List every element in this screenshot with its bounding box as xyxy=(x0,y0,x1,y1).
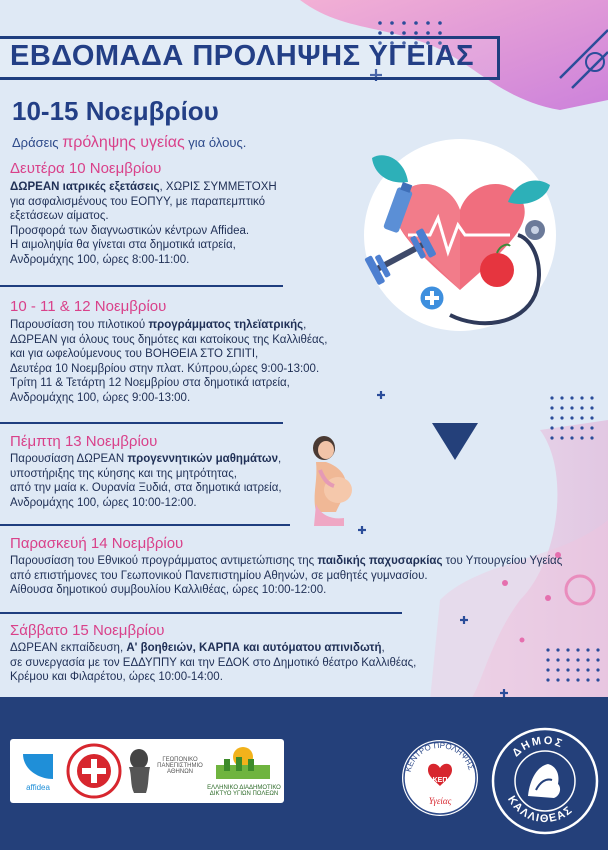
text: Παρουσίαση του Εθνικού προγράμματος αντιμετώπισης της xyxy=(10,555,318,567)
section-divider xyxy=(0,524,290,526)
body-line: εξετάσεων αίματος. xyxy=(10,210,109,223)
body-line: Αίθουσα δημοτικού συμβουλίου Καλλιθέας, ώρες 10:00-12:00. xyxy=(10,584,327,597)
body-line: Τρίτη 11 & Τετάρτη 12 Νοεμβρίου στα δημοτικά ιατρεία, xyxy=(10,377,290,390)
section-heading-saturday: Σάββατο 15 Νοεμβρίου xyxy=(10,622,165,639)
dimos-top-text: ΔΗΜΟΣ xyxy=(510,734,566,760)
section-divider xyxy=(0,612,402,614)
text: , ΧΩΡΙΣ ΣΥΜΜΕΤΟΧΗ xyxy=(159,181,277,193)
body-line: Ανδρομάχης 100, ώρες 8:00-11:00. xyxy=(10,253,190,266)
kep-center-text: ΚΕΠ xyxy=(432,777,448,784)
pregnant-woman-illustration xyxy=(300,432,360,528)
section-divider xyxy=(0,422,283,424)
subtitle-pre: Δράσεις xyxy=(12,135,63,150)
section-heading-friday: Παρασκευή 14 Νοεμβρίου xyxy=(10,535,184,552)
body-line xyxy=(10,180,277,195)
subtitle-post: για όλους. xyxy=(184,135,247,150)
bold-text: προγεννητικών μαθημάτων xyxy=(127,453,278,465)
section-body-monday xyxy=(10,180,277,268)
kep-seal xyxy=(400,738,480,818)
section-body-telemedicine xyxy=(10,318,327,406)
body-line: σε συνεργασία με τον ΕΔΔΥΠΠΥ και την ΕΔΟΚ στο Δημοτικό θέατρο Καλλιθέας, xyxy=(10,656,417,669)
kep-bottom-text: Υγείας xyxy=(428,796,452,806)
section-divider xyxy=(0,285,283,287)
text: Παρουσίαση ΔΩΡΕΑΝ xyxy=(10,453,128,465)
section-body-saturday xyxy=(10,641,416,685)
body-line xyxy=(10,641,416,656)
subtitle xyxy=(12,134,246,152)
body-line: Προσφορά των διαγνωστικών κέντρων Affidea. xyxy=(10,224,250,237)
body-line xyxy=(10,452,282,467)
university-name: ΓΕΩΠΟΝΙΚΟ ΠΑΝΕΠΙΣΤΗΜΙΟ ΑΘΗΝΩΝ xyxy=(157,757,203,775)
section-heading-monday: Δευτέρα 10 Νοεμβρίου xyxy=(10,160,162,177)
body-line: Ανδρομάχης 100, ώρες 9:00-13:00. xyxy=(10,391,191,404)
body-line: ΔΩΡΕΑΝ για όλους τους δημότες και κατοίκους της Καλλιθέας, xyxy=(10,333,328,346)
body-line: για ασφαλισμένους του ΕΟΠΥΥ, με παραπεμπτικό xyxy=(10,195,266,208)
section-body-thursday xyxy=(10,452,282,510)
subtitle-highlight: πρόληψης υγείας xyxy=(62,134,185,151)
body-line: Η αιμοληψία θα γίνεται στα δημοτικά ιατρεία, xyxy=(10,239,236,252)
body-line: από επιστήμονες του Γεωπονικού Πανεπιστημίου Αθηνών, σε μαθητές γυμνασίου. xyxy=(10,569,428,582)
bold-text: Α' βοηθειών, ΚΑΡΠΑ και αυτόματου απινιδωτή xyxy=(126,642,382,654)
medical-association-seal xyxy=(66,743,122,799)
dimos-bottom-text: ΚΑΛΛΙΘΕΑΣ xyxy=(505,793,576,826)
text: , xyxy=(303,319,307,331)
bold-text: παιδικής παχυσαρκίας xyxy=(317,555,443,567)
body-line xyxy=(10,554,562,569)
date-range: 10-15 Νοεμβρίου xyxy=(12,96,219,126)
text: του Υπουργείου Υγείας xyxy=(442,555,563,567)
bold-text: προγράμματος τηλεϊατρικής xyxy=(148,319,304,331)
section-body-friday xyxy=(10,554,562,598)
text: , xyxy=(381,642,385,654)
body-line: από την μαία κ. Ουρανία Ξυδιά, στα δημοτικά ιατρεία, xyxy=(10,482,282,495)
section-heading-telemedicine: 10 - 11 & 12 Νοεμβρίου xyxy=(10,298,167,315)
body-line: Κρέμου και Φιλαρέτου, ώρες 10:00-14:00. xyxy=(10,671,223,684)
text: Παρουσίαση του πιλοτικού xyxy=(10,319,149,331)
health-illustration xyxy=(350,130,570,350)
dimos-kallitheas-seal xyxy=(490,726,600,836)
healthy-cities-logo xyxy=(208,743,278,783)
section-heading-thursday: Πέμπτη 13 Νοεμβρίου xyxy=(10,433,158,450)
body-line: υποστήριξης της κύησης και της μητρότητας, xyxy=(10,467,237,480)
kep-ring-text: ΚΕΝΤΡΟ ΠΡΟΛΗΨΗΣ xyxy=(403,740,476,773)
body-line: Ανδρομάχης 100, ώρες 10:00-12:00. xyxy=(10,496,197,509)
affidea-logo-mark xyxy=(18,749,58,783)
partner-logos xyxy=(10,739,284,803)
body-line: και για ωφελούμενους του ΒΟΗΘΕΙΑ ΣΤΟ ΣΠΙΤΙ, xyxy=(10,348,259,361)
body-line: Δευτέρα 10 Νοεμβρίου στην πλατ. Κύπρου,ώρες 9:00-13:00. xyxy=(10,362,320,375)
text: , xyxy=(277,453,282,465)
university-emblem xyxy=(124,745,154,795)
page-title: ΕΒΔΟΜΑΔΑ ΠΡΟΛΗΨΗΣ ΥΓΕΙΑΣ xyxy=(10,40,475,72)
text: ΔΩΡΕΑΝ εκπαίδευση, xyxy=(10,642,127,654)
healthy-cities-name: ΕΛΛΗΝΙΚΟ ΔΙΑΔΗΜΟΤΙΚΟ ΔΙΚΤΥΟ ΥΓΙΩΝ ΠΟΛΕΩΝ xyxy=(207,785,281,797)
bold-text: ΔΩΡΕΑΝ ιατρικές εξετάσεις xyxy=(10,181,160,193)
body-line xyxy=(10,318,327,333)
affidea-logo-text: affidea xyxy=(26,783,50,792)
